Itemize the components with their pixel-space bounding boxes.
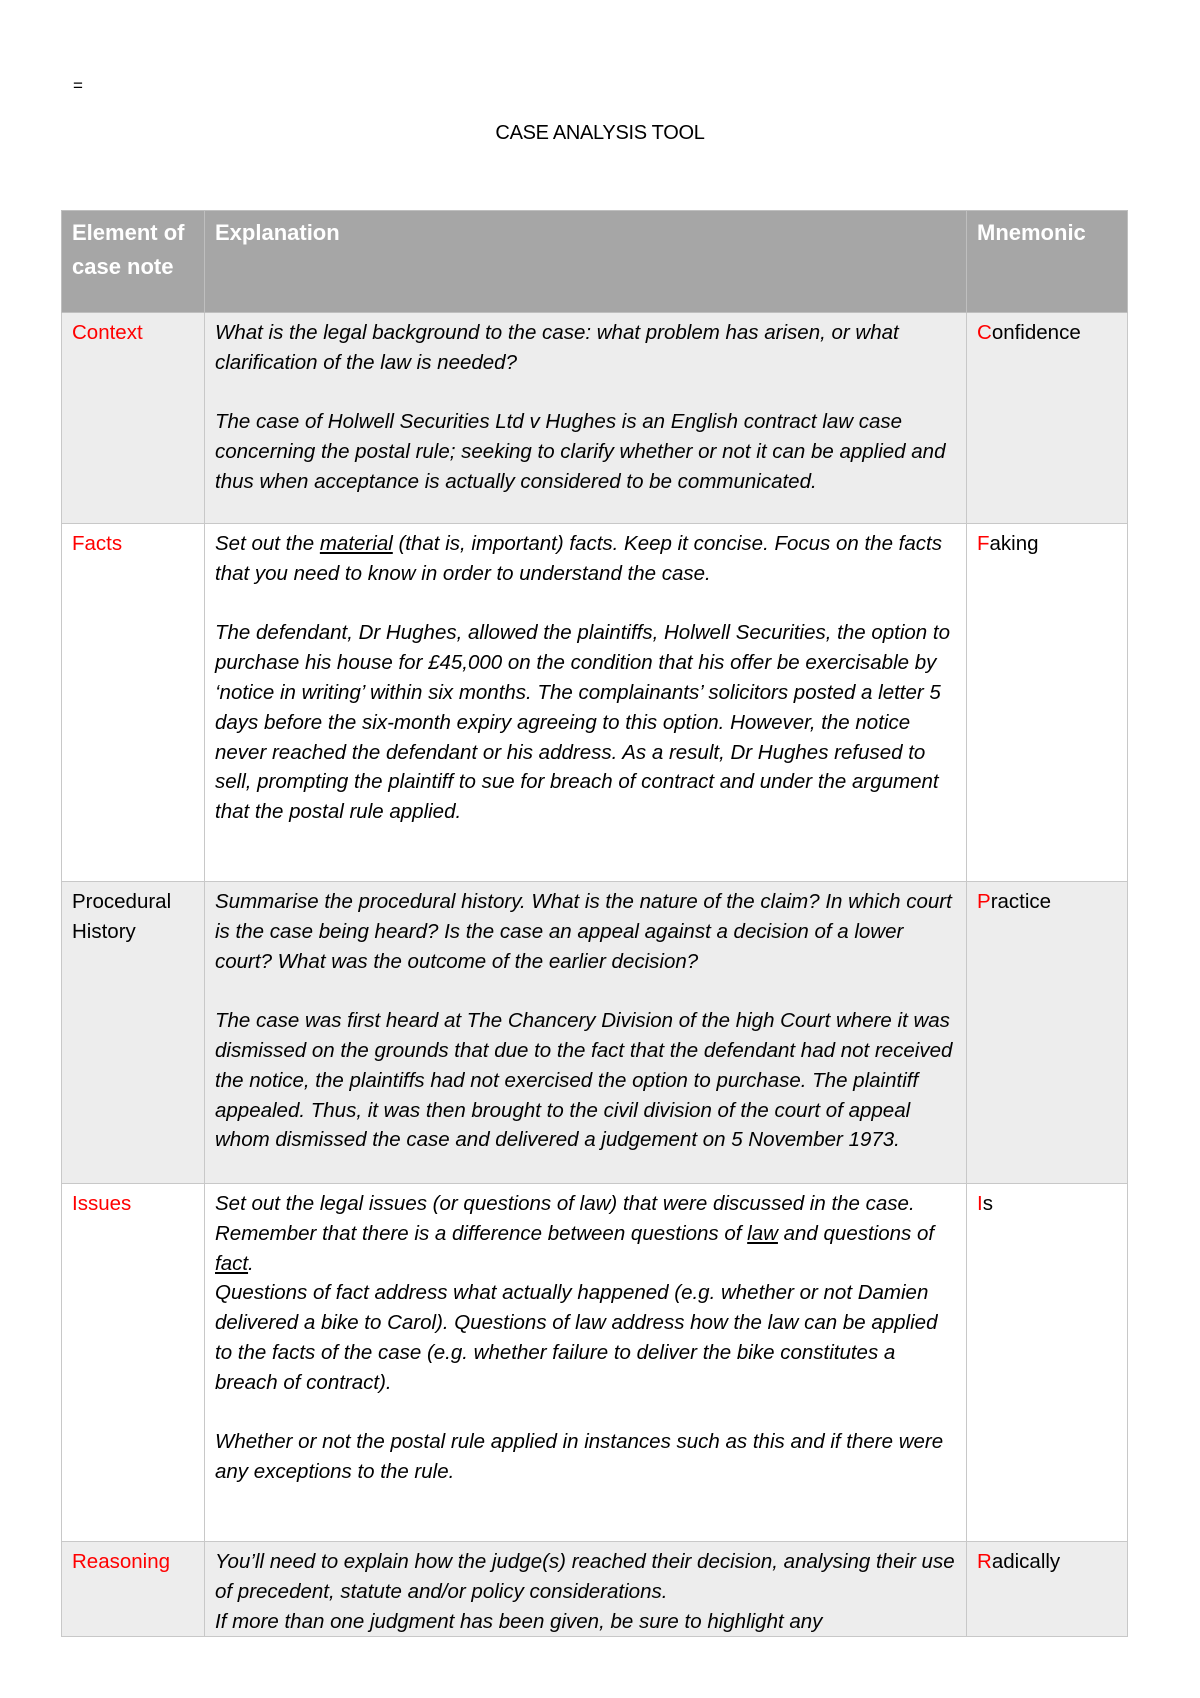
issues-remember-fact: fact [215, 1251, 249, 1275]
mnemonic-initial-reasoning: R [977, 1550, 992, 1573]
case-analysis-table [61, 210, 1128, 1637]
table-row-procedural-history [62, 882, 1128, 1184]
explanation-cell [205, 882, 967, 1184]
mnemonic-cell [967, 524, 1128, 882]
context-prompt: What is the legal background to the case: what problem has arisen, or what clarification of the law is needed? [215, 321, 899, 374]
header-explanation: Explanation [205, 211, 967, 313]
facts-prompt [215, 529, 956, 589]
context-answer: The case of Holwell Securities Ltd v Hughes is an English contract law case concerning the postal rule; seeking to clarify whether or not it can be applied and thus when acceptance is actually considered to be communicated. [215, 410, 946, 493]
issues-remember-start: Remember that there is a difference between questions of [215, 1221, 748, 1245]
mnemonic-rest-facts: aking [989, 532, 1039, 555]
issues-prompt: Set out the legal issues (or questions of law) that were discussed in the case. [215, 1192, 915, 1215]
facts-prompt-emphasis: material [319, 532, 393, 555]
issues-answer: Whether or not the postal rule applied in instances such as this and if there were any exceptions to the rule. [215, 1430, 944, 1484]
explanation-cell [205, 313, 967, 524]
facts-prompt-end: (that is, important) facts. Keep it concise. Focus on the facts that you need to know in order to understand the case. [215, 532, 942, 585]
explanation-cell [205, 1184, 967, 1542]
header-element: Element of case note [62, 211, 205, 313]
element-label-facts: Facts [72, 532, 123, 555]
procedural-answer: The case was first heard at The Chancery Division of the high Court where it was dismissed on the grounds that due to the fact that the defendant had not received the notice, the plaintiffs had not exercised the option to purchase. The plaintiff appealed. Thus, it was then brought to the civil division of the court of appeal whom dismissed the case and delivered a judgement on 5 November 1973. [215, 1009, 953, 1152]
mnemonic-rest-context: onfidence [991, 321, 1081, 344]
mnemonic-initial-context: C [977, 321, 992, 344]
mnemonic-rest-issues: s [982, 1192, 993, 1215]
facts-prompt-start: Set out the [215, 532, 320, 555]
reasoning-prompt-2: If more than one judgment has been given, be sure to highlight any [215, 1609, 823, 1633]
explanation-cell [205, 524, 967, 882]
element-cell [62, 1184, 205, 1542]
issues-remember-end: . [248, 1251, 254, 1275]
explanation-cell [205, 1542, 967, 1637]
mnemonic-rest-reasoning: adically [991, 1550, 1061, 1573]
element-label-issues: Issues [72, 1192, 132, 1215]
table-row-context [62, 313, 1128, 524]
mnemonic-cell [967, 1542, 1128, 1637]
mnemonic-initial-issues: I [977, 1192, 983, 1215]
element-cell [62, 1542, 205, 1637]
table-row-reasoning [62, 1542, 1128, 1637]
issues-remember-mid: and questions of [777, 1221, 935, 1245]
mnemonic-initial-procedural: P [977, 890, 991, 913]
mnemonic-cell [967, 1184, 1128, 1542]
page-title: CASE ANALYSIS TOOL [495, 122, 705, 144]
table-header-row [62, 211, 1128, 313]
mnemonic-initial-facts: F [977, 532, 990, 555]
issues-examples: Questions of fact address what actually happened (e.g. whether or not Damien delivered a bike to Carol). Questions of law address how the law can be applied to the facts of the case (e.g. whether failure to deliver the bike constitutes a breach of contract). [215, 1281, 938, 1394]
page-marker: = [73, 76, 83, 95]
issues-remember [215, 1219, 956, 1279]
element-cell [62, 882, 205, 1184]
reasoning-prompt: You’ll need to explain how the judge(s) reached their decision, analysing their use of precedent, statute and/or policy considerations. [215, 1550, 955, 1603]
element-label-procedural-history: Procedural History [72, 890, 172, 943]
element-label-reasoning: Reasoning [72, 1550, 171, 1573]
element-label-context: Context [72, 321, 143, 344]
table-row-issues [62, 1184, 1128, 1542]
issues-remember-law: law [747, 1221, 778, 1245]
facts-answer: The defendant, Dr Hughes, allowed the plaintiffs, Holwell Securities, the option to purchase his house for £45,000 on the condition that his offer be exercisable by ‘notice in writing’ within six months. The complainants’ solicitors posted a letter 5 days before the six-month expiry agreeing to this option. However, the notice never reached the defendant or his address. As a result, Dr Hughes refused to sell, prompting the plaintiff to sue for breach of contract and under the argument that the postal rule applied. [215, 621, 950, 824]
element-cell [62, 524, 205, 882]
header-mnemonic: Mnemonic [967, 211, 1128, 313]
mnemonic-rest-procedural: ractice [990, 890, 1052, 913]
procedural-prompt: Summarise the procedural history. What is the nature of the claim? In which court is the case being heard? Is the case an appeal against a decision of a lower court? What was the outcome of the earlier decision? [215, 890, 952, 973]
mnemonic-cell [967, 313, 1128, 524]
table-row-facts [62, 524, 1128, 882]
element-cell [62, 313, 205, 524]
mnemonic-cell [967, 882, 1128, 1184]
